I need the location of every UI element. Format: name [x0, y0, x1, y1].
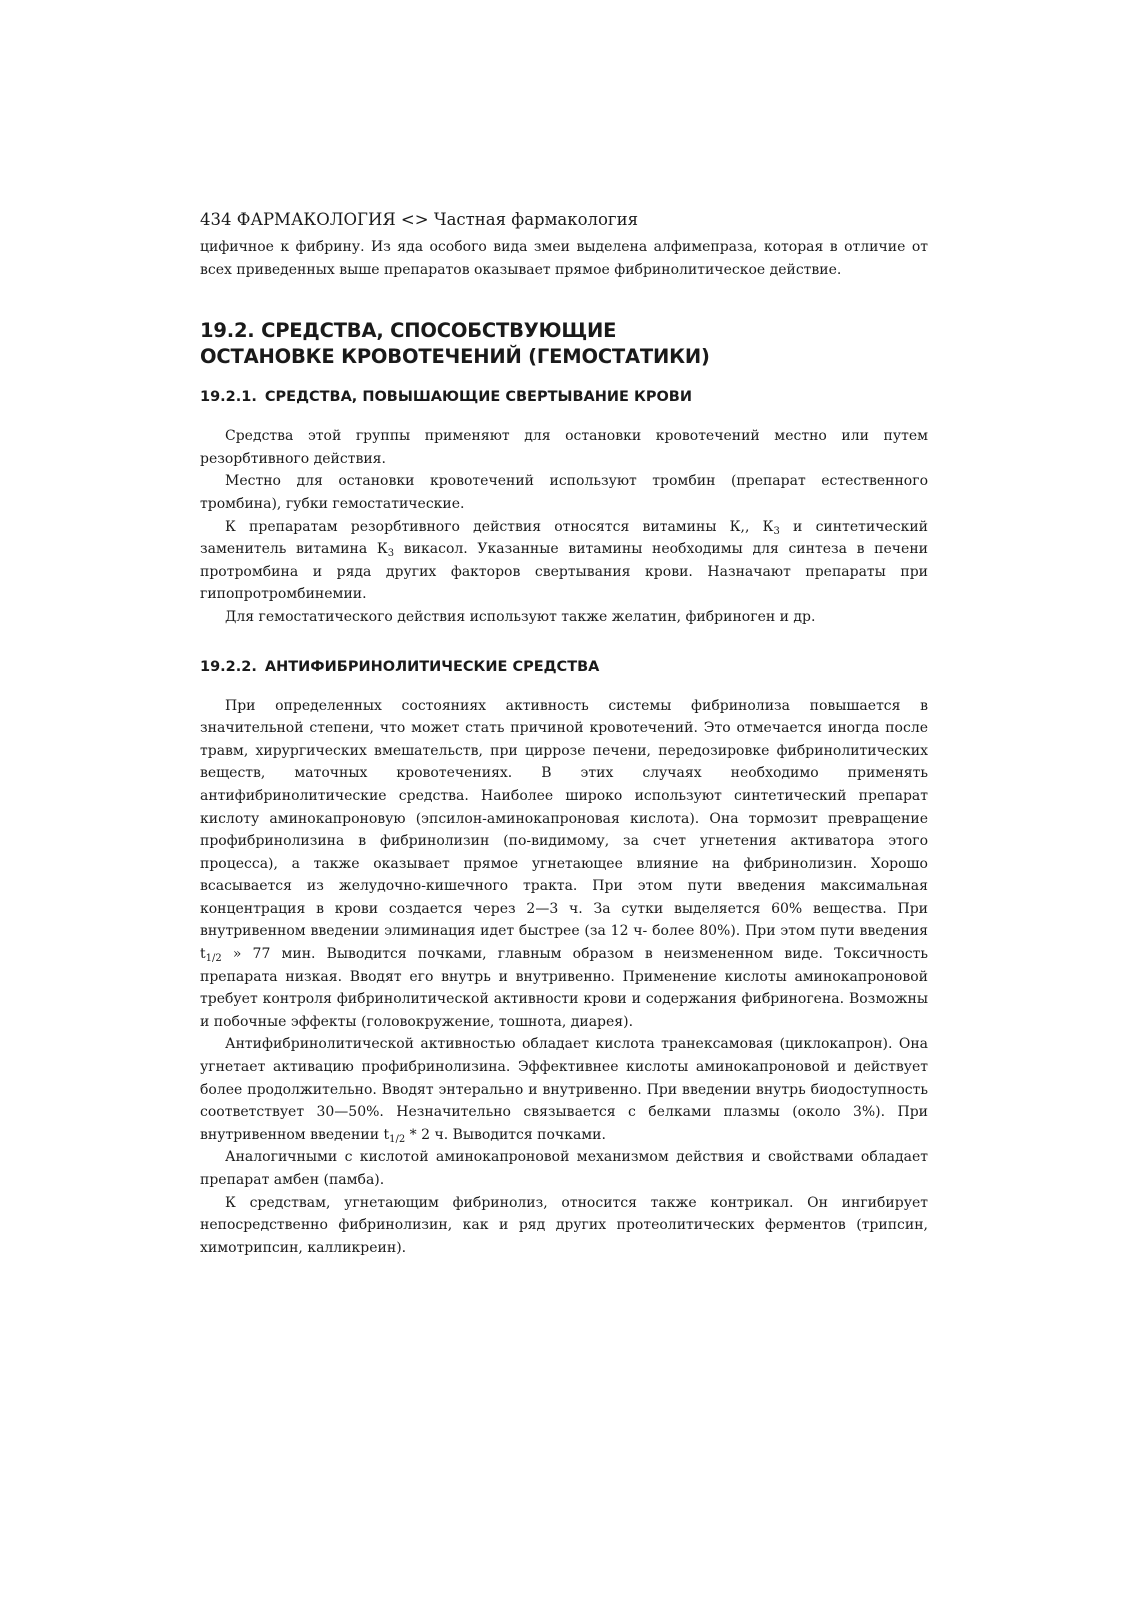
- subsection-heading-2: [200, 657, 928, 677]
- subscript: 1/2: [205, 953, 222, 965]
- page-number: 434: [200, 210, 232, 229]
- paragraph: Антифибринолитической активностью обладает кислота транексамовая (циклокапрон). Она угнетает активацию профибринолизина. Эффективнее кислоты аминокапроновой и действует более продолжительно. Вводят энтерально и внутривенно. При введении внутрь биодоступность соответствует 30—50%. Незначительно связывается с белками плазмы (около 3%). При внутривенном введении $t_{1/2} * 2$ ч. Выводится почками.: [200, 1036, 928, 1145]
- subsection-number: 19.2.2.: [200, 658, 257, 675]
- intro-paragraph: цифичное к фибрину. Из яда особого вида змеи выделена алфимепраза, которая в отличие от всех приведенных выше препаратов оказывает прямое фибринолитическое действие.: [200, 239, 928, 278]
- paragraph: Аналогичными с кислотой аминокапроновой механизмом действия и свойствами обладает препарат амбен (памба).: [200, 1149, 928, 1188]
- section-heading-line1: 19.2. СРЕДСТВА, СПОСОБСТВУЮЩИЕ: [200, 319, 617, 343]
- subscript: 3: [773, 525, 780, 537]
- running-header: [200, 208, 928, 232]
- section-heading: [200, 318, 928, 370]
- subscript: 1/2: [389, 1133, 406, 1145]
- subsection-heading-1: [200, 387, 928, 407]
- book-title: ФАРМАКОЛОГИЯ: [236, 210, 396, 229]
- paragraph: Местно для остановки кровотечений используют тромбин (препарат естественного тромбина), губки гемостатические.: [200, 473, 928, 512]
- paragraph: К препаратам резорбтивного действия относятся витамины К,, $К_3$ и синтетический заменитель витамина $К_3$ викасол. Указанные витамины необходимы для синтеза в печени протромбина и ряда других факторов свертывания крови. Назначают препараты при гипопротромбинемии.: [200, 518, 929, 603]
- part-title: Частная фармакология: [433, 210, 638, 229]
- header-separator: <>: [400, 210, 429, 229]
- subsection-number: 19.2.1.: [200, 389, 257, 406]
- paragraph: К средствам, угнетающим фибринолиз, относится также контрикал. Он ингибирует непосредственно фибринолизин, как и ряд других протеолитических ферментов (трипсин, химотрипсин, калликреин).: [200, 1194, 928, 1256]
- subsection-title: АНТИФИБРИНОЛИТИЧЕСКИЕ СРЕДСТВА: [264, 658, 600, 675]
- paragraph: Средства этой группы применяют для остановки кровотечений местно или путем резорбтивного действия.: [200, 428, 928, 467]
- subsection-1-body: [200, 425, 928, 628]
- paragraph: При определенных состояниях активность системы фибринолиза повышается в значительной степени, что может стать причиной кровотечений. Это отмечается иногда после травм, хирургических вмешательств, при циррозе печени, передозировке фибринолитических веществ, маточных кровотечениях. В этих случаях необходимо применять антифибринолитические средства. Наиболее широко используют синтетический препарат кислоту аминокапроновую (эпсилон-аминокапроновая кислота). Она тормозит превращение профибринолизина в фибринолизин (по-видимому, за счет угнетения активатора этого процесса), а также оказывает прямое угнетающее влияние на фибринолизин. Хорошо всасывается из желудочно-кишечного тракта. При этом пути введения максимальная концентрация в крови создается через 2—3 ч. За сутки выделяется 60% вещества. При внутривенном введении элиминация идет быстрее (за 12 ч- более 80%). При этом пути введения $t_{1/2}$ » 77 мин. Выводится почками, главным образом в неизмененном виде. Токсичность препарата низкая. Вводят его внутрь и внутривенно. Применение кислоты аминокапроновой требует контроля фибринолитической активности крови и содержания фибриногена. Возможны и побочные эффекты (головокружение, тошнота, диарея).: [200, 697, 928, 1030]
- book-page: [200, 208, 928, 1259]
- paragraph: Для гемостатического действия используют также желатин, фибриноген и др.: [225, 608, 816, 625]
- subsection-2-body: [200, 695, 928, 1260]
- subsection-title: СРЕДСТВА, ПОВЫШАЮЩИЕ СВЕРТЫВАНИЕ КРОВИ: [264, 389, 692, 406]
- section-heading-line2: ОСТАНОВКЕ КРОВОТЕЧЕНИЙ (ГЕМОСТАТИКИ): [200, 345, 710, 369]
- subscript: 3: [387, 548, 395, 560]
